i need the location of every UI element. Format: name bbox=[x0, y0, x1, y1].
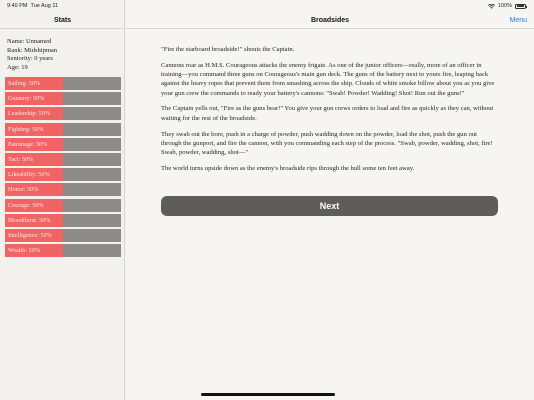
stat-label: Honor: 50% bbox=[8, 186, 39, 194]
info-name: Name: Unnamed bbox=[7, 38, 52, 45]
info-seniority: Seniority: 0 years bbox=[7, 55, 53, 62]
stat-bar bbox=[5, 138, 121, 151]
stat-bar bbox=[5, 168, 121, 181]
stat-label: Gunnery: 50% bbox=[8, 95, 45, 103]
stat-bar bbox=[5, 92, 121, 105]
story-paragraph: "Fire the starboard broadside!" shouts the Captain. bbox=[161, 46, 295, 53]
main-pane bbox=[126, 0, 534, 400]
status-bar bbox=[0, 0, 534, 12]
wifi-icon bbox=[488, 4, 495, 9]
stat-bar bbox=[5, 123, 121, 136]
main-header bbox=[126, 12, 534, 29]
next-button[interactable]: Next bbox=[161, 196, 498, 216]
stat-bar bbox=[5, 214, 121, 227]
stat-bar bbox=[5, 199, 121, 212]
home-indicator[interactable] bbox=[201, 393, 335, 396]
stat-label: Bloodthirst: 50% bbox=[8, 216, 51, 224]
stat-label: Intelligence: 50% bbox=[8, 231, 52, 239]
stat-bar bbox=[5, 77, 121, 90]
stat-label: Sailing: 50% bbox=[8, 80, 41, 87]
stat-bars bbox=[5, 77, 121, 259]
page-title: Broadsides bbox=[310, 17, 350, 24]
stat-bar bbox=[5, 183, 121, 196]
info-rank: Rank: Midshipman bbox=[7, 46, 58, 54]
stat-label: Patronage: 50% bbox=[8, 140, 48, 148]
battery-icon bbox=[515, 4, 526, 9]
stat-label: Wealth: 50% bbox=[8, 247, 40, 255]
info-age: Age: 19 bbox=[7, 63, 28, 71]
stat-bar bbox=[5, 107, 121, 120]
status-right bbox=[488, 3, 526, 9]
stat-bar bbox=[5, 229, 121, 242]
stat-label: Leadership: 50% bbox=[8, 110, 51, 118]
character-info bbox=[7, 38, 57, 72]
stat-label: Courage: 50% bbox=[8, 201, 44, 209]
story-paragraph: The Captain yells out, "Fire as the guns bear!" You give your gun crews orders to load and fire as quickly as they can, without waiting for the rest of the broadside. bbox=[161, 105, 494, 122]
stat-bar bbox=[5, 153, 121, 166]
status-time: 9:40 PM Tue Aug 11 bbox=[7, 3, 59, 9]
stats-sidebar bbox=[0, 0, 125, 400]
menu-button[interactable]: Menu bbox=[509, 17, 527, 24]
story-paragraph: Cannons roar as H.M.S. Courageous attacks the enemy frigate. As one of the junior officers—really, more of an officer in training—you command three guns on Courageous's main gun deck. The guns of the battery next to yours fire, leaping back against the heavy ropes that prevent them from smashing across the ship. Clouds of white smoke billow about you as you give your gun crew the commands to ready your battery's cannons: "Swab! Powder! Wadding! Shot! Run out the guns!" bbox=[161, 61, 495, 97]
stat-label: Likeability: 50% bbox=[8, 171, 50, 179]
story-paragraph: They swab out the bore, push in a charge of powder, push wadding down on the powder, load the shot, push the gun out through the gunport, and fire the cannon, with you commanding each step of the process. "Swab, powder, wadding, shot, fire! Swab, powder, wadding, shot—" bbox=[161, 130, 493, 157]
battery-percent: 100% bbox=[497, 3, 512, 9]
sidebar-title: Stats bbox=[0, 12, 125, 29]
stat-label: Fighting: 50% bbox=[8, 125, 44, 133]
story-text bbox=[161, 45, 498, 180]
story-paragraph: The world turns upside down as the enemy's broadside rips through the hull some ten feet away. bbox=[161, 164, 415, 172]
stat-bar bbox=[5, 244, 121, 257]
stat-label: Tact: 50% bbox=[8, 155, 34, 163]
